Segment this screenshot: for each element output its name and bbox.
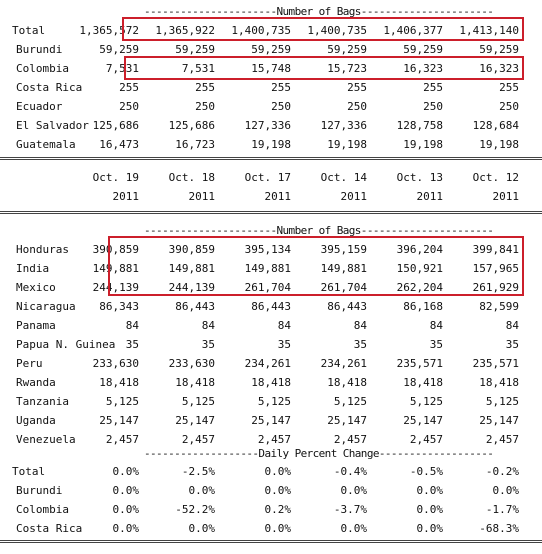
section1-header-text: ----------------------Number of Bags---------------------- bbox=[144, 5, 494, 18]
row-label: Burundi bbox=[16, 43, 63, 56]
cell-value: 25,147 bbox=[251, 414, 291, 427]
cell-value: 35 bbox=[125, 338, 139, 351]
cell-value: 0.0% bbox=[340, 484, 367, 497]
cell-value: 128,684 bbox=[472, 119, 519, 132]
cell-value: 2,457 bbox=[105, 433, 139, 446]
cell-value: 86,343 bbox=[99, 300, 139, 313]
cell-value: 15,748 bbox=[251, 62, 291, 75]
cell-value: 59,259 bbox=[403, 43, 443, 56]
bags-row-b-3 bbox=[0, 299, 542, 315]
cell-value: 59,259 bbox=[251, 43, 291, 56]
cell-value: 0.0% bbox=[492, 484, 519, 497]
column-year: 2011 bbox=[112, 190, 139, 203]
cell-value: 255 bbox=[499, 81, 519, 94]
cell-value: 255 bbox=[119, 81, 139, 94]
cell-value: 86,168 bbox=[403, 300, 443, 313]
row-label: Mexico bbox=[16, 281, 56, 294]
cell-value: 0.0% bbox=[340, 522, 367, 535]
cell-value: 1,365,922 bbox=[155, 24, 215, 37]
cell-value: 59,259 bbox=[479, 43, 519, 56]
row-label: Burundi bbox=[16, 484, 63, 497]
row-label: Rwanda bbox=[16, 376, 56, 389]
cell-value: 127,336 bbox=[320, 119, 367, 132]
cell-value: 149,881 bbox=[168, 262, 215, 275]
cell-value: 235,571 bbox=[472, 357, 519, 370]
cell-value: 250 bbox=[423, 100, 443, 113]
cell-value: 261,704 bbox=[320, 281, 367, 294]
row-label: Guatemala bbox=[16, 138, 76, 151]
row-label: El Salvador bbox=[16, 119, 89, 132]
cell-value: 16,323 bbox=[403, 62, 443, 75]
cell-value: 0.0% bbox=[112, 465, 139, 478]
cell-value: 5,125 bbox=[257, 395, 291, 408]
separator-bottom bbox=[0, 540, 542, 543]
cell-value: 0.0% bbox=[264, 522, 291, 535]
cell-value: 250 bbox=[119, 100, 139, 113]
cell-value: 16,323 bbox=[479, 62, 519, 75]
cell-value: 2,457 bbox=[485, 433, 519, 446]
bags-row-b-6 bbox=[0, 356, 542, 372]
bags-row-b-8 bbox=[0, 394, 542, 410]
cell-value: 18,418 bbox=[403, 376, 443, 389]
cell-value: 35 bbox=[429, 338, 443, 351]
cell-value: 25,147 bbox=[99, 414, 139, 427]
cell-value: 19,198 bbox=[403, 138, 443, 151]
cell-value: -0.2% bbox=[485, 465, 519, 478]
cell-value: 19,198 bbox=[479, 138, 519, 151]
year-header-row bbox=[0, 189, 542, 205]
bags-row-b-5 bbox=[0, 337, 542, 353]
cell-value: 0.0% bbox=[188, 522, 215, 535]
cell-value: 255 bbox=[347, 81, 367, 94]
cell-value: 128,758 bbox=[396, 119, 443, 132]
bags-row-4 bbox=[0, 99, 542, 115]
cell-value: 235,571 bbox=[396, 357, 443, 370]
cell-value: 84 bbox=[505, 319, 519, 332]
cell-value: 125,686 bbox=[92, 119, 139, 132]
cell-value: -68.3% bbox=[479, 522, 519, 535]
cell-value: 5,125 bbox=[333, 395, 367, 408]
column-year: 2011 bbox=[416, 190, 443, 203]
cell-value: 250 bbox=[271, 100, 291, 113]
cell-value: 35 bbox=[201, 338, 215, 351]
column-year: 2011 bbox=[340, 190, 367, 203]
cell-value: 84 bbox=[125, 319, 139, 332]
row-label: Costa Rica bbox=[16, 81, 83, 94]
cell-value: 262,204 bbox=[396, 281, 443, 294]
cell-value: 395,159 bbox=[320, 243, 367, 256]
cell-value: 82,599 bbox=[479, 300, 519, 313]
cell-value: 25,147 bbox=[327, 414, 367, 427]
date-header-row bbox=[0, 170, 542, 186]
cell-value: 7,531 bbox=[181, 62, 215, 75]
cell-value: 7,531 bbox=[105, 62, 139, 75]
cell-value: 25,147 bbox=[479, 414, 519, 427]
pct-row-0 bbox=[0, 464, 542, 480]
cell-value: 59,259 bbox=[175, 43, 215, 56]
row-label: Nicaragua bbox=[16, 300, 76, 313]
cell-value: 16,473 bbox=[99, 138, 139, 151]
cell-value: 59,259 bbox=[99, 43, 139, 56]
cell-value: 244,139 bbox=[92, 281, 139, 294]
cell-value: 0.0% bbox=[112, 503, 139, 516]
cell-value: 5,125 bbox=[485, 395, 519, 408]
column-year: 2011 bbox=[492, 190, 519, 203]
section3-header-text: -------------------Daily Percent Change------------------- bbox=[144, 447, 494, 460]
bags-row-b-7 bbox=[0, 375, 542, 391]
cell-value: 18,418 bbox=[327, 376, 367, 389]
cell-value: 84 bbox=[277, 319, 291, 332]
cell-value: 149,881 bbox=[244, 262, 291, 275]
cell-value: 0.0% bbox=[416, 484, 443, 497]
cell-value: 234,261 bbox=[244, 357, 291, 370]
cell-value: 16,723 bbox=[175, 138, 215, 151]
separator-mid bbox=[0, 211, 542, 214]
cell-value: 255 bbox=[271, 81, 291, 94]
bags-row-3 bbox=[0, 80, 542, 96]
cell-value: 2,457 bbox=[409, 433, 443, 446]
cell-value: 157,965 bbox=[472, 262, 519, 275]
cell-value: 250 bbox=[347, 100, 367, 113]
cell-value: 0.0% bbox=[416, 522, 443, 535]
cell-value: 5,125 bbox=[181, 395, 215, 408]
cell-value: 1,365,572 bbox=[79, 24, 139, 37]
cell-value: 84 bbox=[429, 319, 443, 332]
section3-header bbox=[0, 446, 542, 462]
cell-value: 1,406,377 bbox=[383, 24, 443, 37]
row-label: India bbox=[16, 262, 50, 275]
column-date: Oct. 12 bbox=[472, 171, 519, 184]
column-date: Oct. 18 bbox=[168, 171, 215, 184]
cell-value: 18,418 bbox=[479, 376, 519, 389]
pct-row-2 bbox=[0, 502, 542, 518]
cell-value: -3.7% bbox=[333, 503, 367, 516]
cell-value: -2.5% bbox=[181, 465, 215, 478]
row-label: Papua N. Guinea bbox=[16, 338, 116, 351]
pct-row-3 bbox=[0, 521, 542, 537]
cell-value: 396,204 bbox=[396, 243, 443, 256]
cell-value: 5,125 bbox=[105, 395, 139, 408]
cell-value: 261,929 bbox=[472, 281, 519, 294]
row-label: Panama bbox=[16, 319, 56, 332]
bags-row-b-9 bbox=[0, 413, 542, 429]
cell-value: 233,630 bbox=[92, 357, 139, 370]
cell-value: 59,259 bbox=[327, 43, 367, 56]
cell-value: 127,336 bbox=[244, 119, 291, 132]
cell-value: 0.0% bbox=[112, 484, 139, 497]
cell-value: 125,686 bbox=[168, 119, 215, 132]
cell-value: -52.2% bbox=[175, 503, 215, 516]
cell-value: 250 bbox=[195, 100, 215, 113]
cell-value: 18,418 bbox=[175, 376, 215, 389]
cell-value: 0.0% bbox=[112, 522, 139, 535]
pct-row-1 bbox=[0, 483, 542, 499]
cell-value: 1,413,140 bbox=[459, 24, 519, 37]
cell-value: 18,418 bbox=[251, 376, 291, 389]
cell-value: -1.7% bbox=[485, 503, 519, 516]
section2-header-text: ----------------------Number of Bags---------------------- bbox=[144, 224, 494, 237]
column-date: Oct. 19 bbox=[92, 171, 139, 184]
cell-value: 15,723 bbox=[327, 62, 367, 75]
cell-value: 19,198 bbox=[327, 138, 367, 151]
column-date: Oct. 17 bbox=[244, 171, 291, 184]
cell-value: 2,457 bbox=[257, 433, 291, 446]
cell-value: -0.4% bbox=[333, 465, 367, 478]
row-label: Peru bbox=[16, 357, 43, 370]
cell-value: 255 bbox=[195, 81, 215, 94]
cell-value: 2,457 bbox=[181, 433, 215, 446]
row-label: Colombia bbox=[16, 503, 69, 516]
row-label: Colombia bbox=[16, 62, 69, 75]
cell-value: 35 bbox=[353, 338, 367, 351]
cell-value: 149,881 bbox=[92, 262, 139, 275]
cell-value: -0.5% bbox=[409, 465, 443, 478]
cell-value: 395,134 bbox=[244, 243, 291, 256]
cell-value: 1,400,735 bbox=[231, 24, 291, 37]
cell-value: 35 bbox=[505, 338, 519, 351]
bags-row-b-4 bbox=[0, 318, 542, 334]
cell-value: 0.0% bbox=[264, 484, 291, 497]
bags-row-5 bbox=[0, 118, 542, 134]
cell-value: 1,400,735 bbox=[307, 24, 367, 37]
cell-value: 150,921 bbox=[396, 262, 443, 275]
cell-value: 390,859 bbox=[92, 243, 139, 256]
cell-value: 25,147 bbox=[403, 414, 443, 427]
cell-value: 0.0% bbox=[264, 465, 291, 478]
cell-value: 18,418 bbox=[99, 376, 139, 389]
cell-value: 244,139 bbox=[168, 281, 215, 294]
highlight-total bbox=[122, 17, 524, 41]
cell-value: 255 bbox=[423, 81, 443, 94]
bags-row-6 bbox=[0, 137, 542, 153]
cell-value: 19,198 bbox=[251, 138, 291, 151]
cell-value: 0.0% bbox=[416, 503, 443, 516]
cell-value: 390,859 bbox=[168, 243, 215, 256]
column-date: Oct. 13 bbox=[396, 171, 443, 184]
column-year: 2011 bbox=[188, 190, 215, 203]
highlight-colombia bbox=[124, 56, 524, 80]
row-label: Venezuela bbox=[16, 433, 76, 446]
cell-value: 86,443 bbox=[327, 300, 367, 313]
cell-value: 233,630 bbox=[168, 357, 215, 370]
cell-value: 0.2% bbox=[264, 503, 291, 516]
row-label: Tanzania bbox=[16, 395, 69, 408]
row-label: Costa Rica bbox=[16, 522, 83, 535]
cell-value: 35 bbox=[277, 338, 291, 351]
cell-value: 84 bbox=[353, 319, 367, 332]
cell-value: 25,147 bbox=[175, 414, 215, 427]
separator-top bbox=[0, 157, 542, 160]
cell-value: 0.0% bbox=[188, 484, 215, 497]
column-year: 2011 bbox=[264, 190, 291, 203]
cell-value: 2,457 bbox=[333, 433, 367, 446]
cell-value: 250 bbox=[499, 100, 519, 113]
highlight-honduras-india-mexico bbox=[108, 236, 524, 296]
row-label: Total bbox=[12, 24, 46, 37]
cell-value: 5,125 bbox=[409, 395, 443, 408]
column-date: Oct. 14 bbox=[320, 171, 367, 184]
row-label: Honduras bbox=[16, 243, 69, 256]
cell-value: 399,841 bbox=[472, 243, 519, 256]
row-label: Ecuador bbox=[16, 100, 63, 113]
cell-value: 84 bbox=[201, 319, 215, 332]
cell-value: 149,881 bbox=[320, 262, 367, 275]
cell-value: 86,443 bbox=[175, 300, 215, 313]
cell-value: 234,261 bbox=[320, 357, 367, 370]
row-label: Uganda bbox=[16, 414, 56, 427]
cell-value: 86,443 bbox=[251, 300, 291, 313]
cell-value: 261,704 bbox=[244, 281, 291, 294]
row-label: Total bbox=[12, 465, 46, 478]
